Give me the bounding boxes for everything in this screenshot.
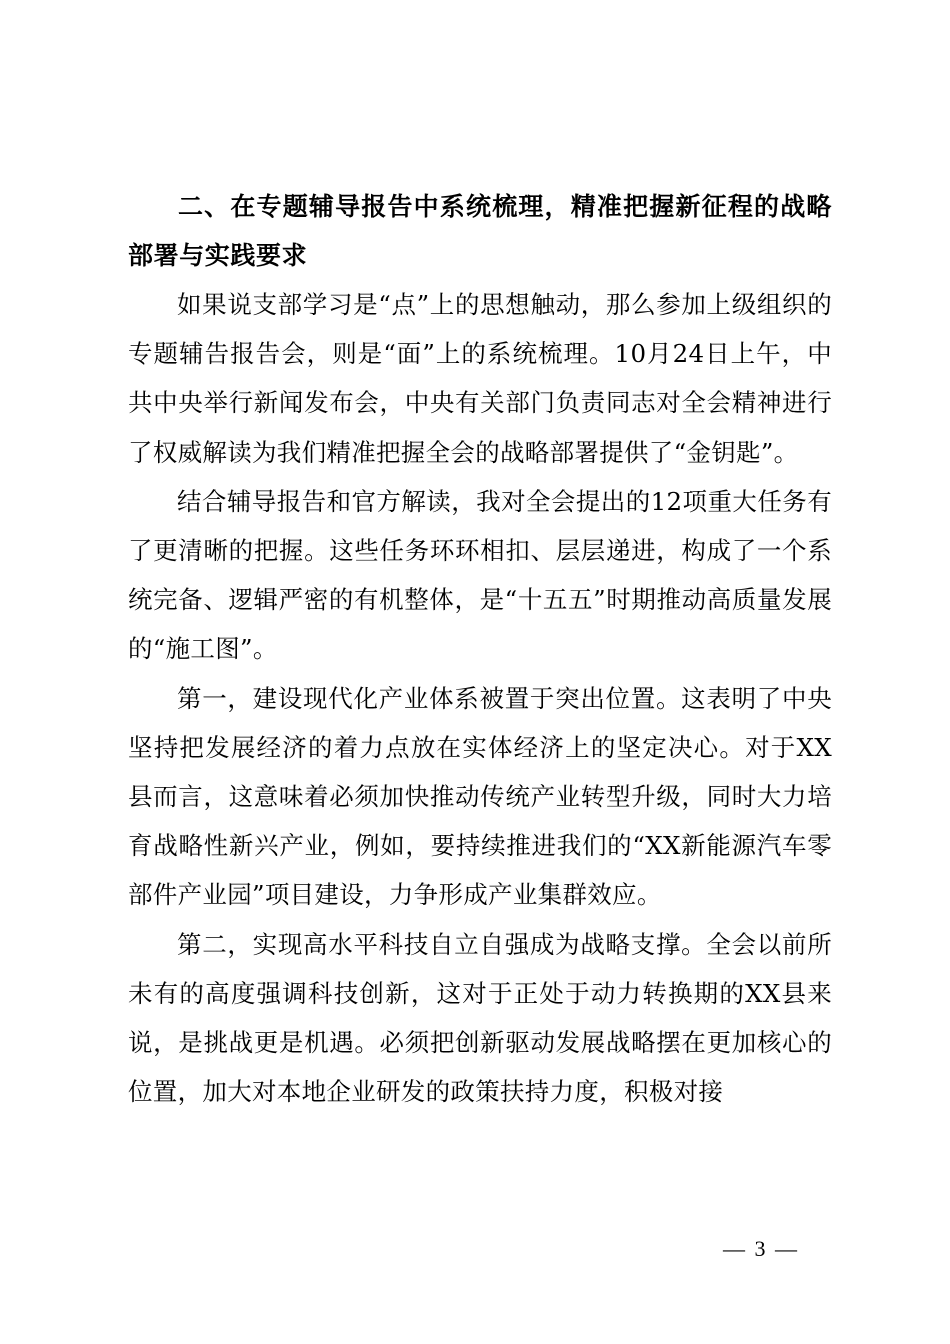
paragraph-second-point: 第二，实现高水平科技自立自强成为战略支撑。全会以前所未有的高度强调科技创新，这对于正处于动力转换期的XX县来说，是挑战更是机遇。必须把创新驱动发展战略摆在更加核心的位置，加大对本地企业研发的政策扶持力度，积极对接 (128, 929, 832, 1107)
page-number: — 3 — (723, 1236, 799, 1261)
paragraph-tasks-overview: 结合辅导报告和官方解读，我对全会提出的12项重大任务有了更清晰的把握。这些任务环环相扣、层层递进，构成了一个系统完备、逻辑严密的有机整体，是“十五五”时期推动高质量发展的“施工图”。 (128, 486, 832, 664)
paragraph-intro: 如果说支部学习是“点”上的思想触动，那么参加上级组织的专题辅告报告会，则是“面”上的系统梳理。10月24日上午，中共中央举行新闻发布会，中央有关部门负责同志对全会精神进行了权威解读为我们精准把握全会的战略部署提供了“金钥匙”。 (128, 290, 832, 467)
document-body (128, 182, 832, 1116)
section-heading: 二、在专题辅导报告中系统梳理，精准把握新征程的战略部署与实践要求 (128, 192, 832, 270)
paragraph-first-point: 第一，建设现代化产业体系被置于突出位置。这表明了中央坚持把发展经济的着力点放在实体经济上的坚定决心。对于XX县而言，这意味着必须加快推动传统产业转型升级，同时大力培育战略性新兴产业，例如，要持续推进我们的“XX新能源汽车零部件产业园”项目建设，力争形成产业集群效应。 (128, 683, 832, 910)
